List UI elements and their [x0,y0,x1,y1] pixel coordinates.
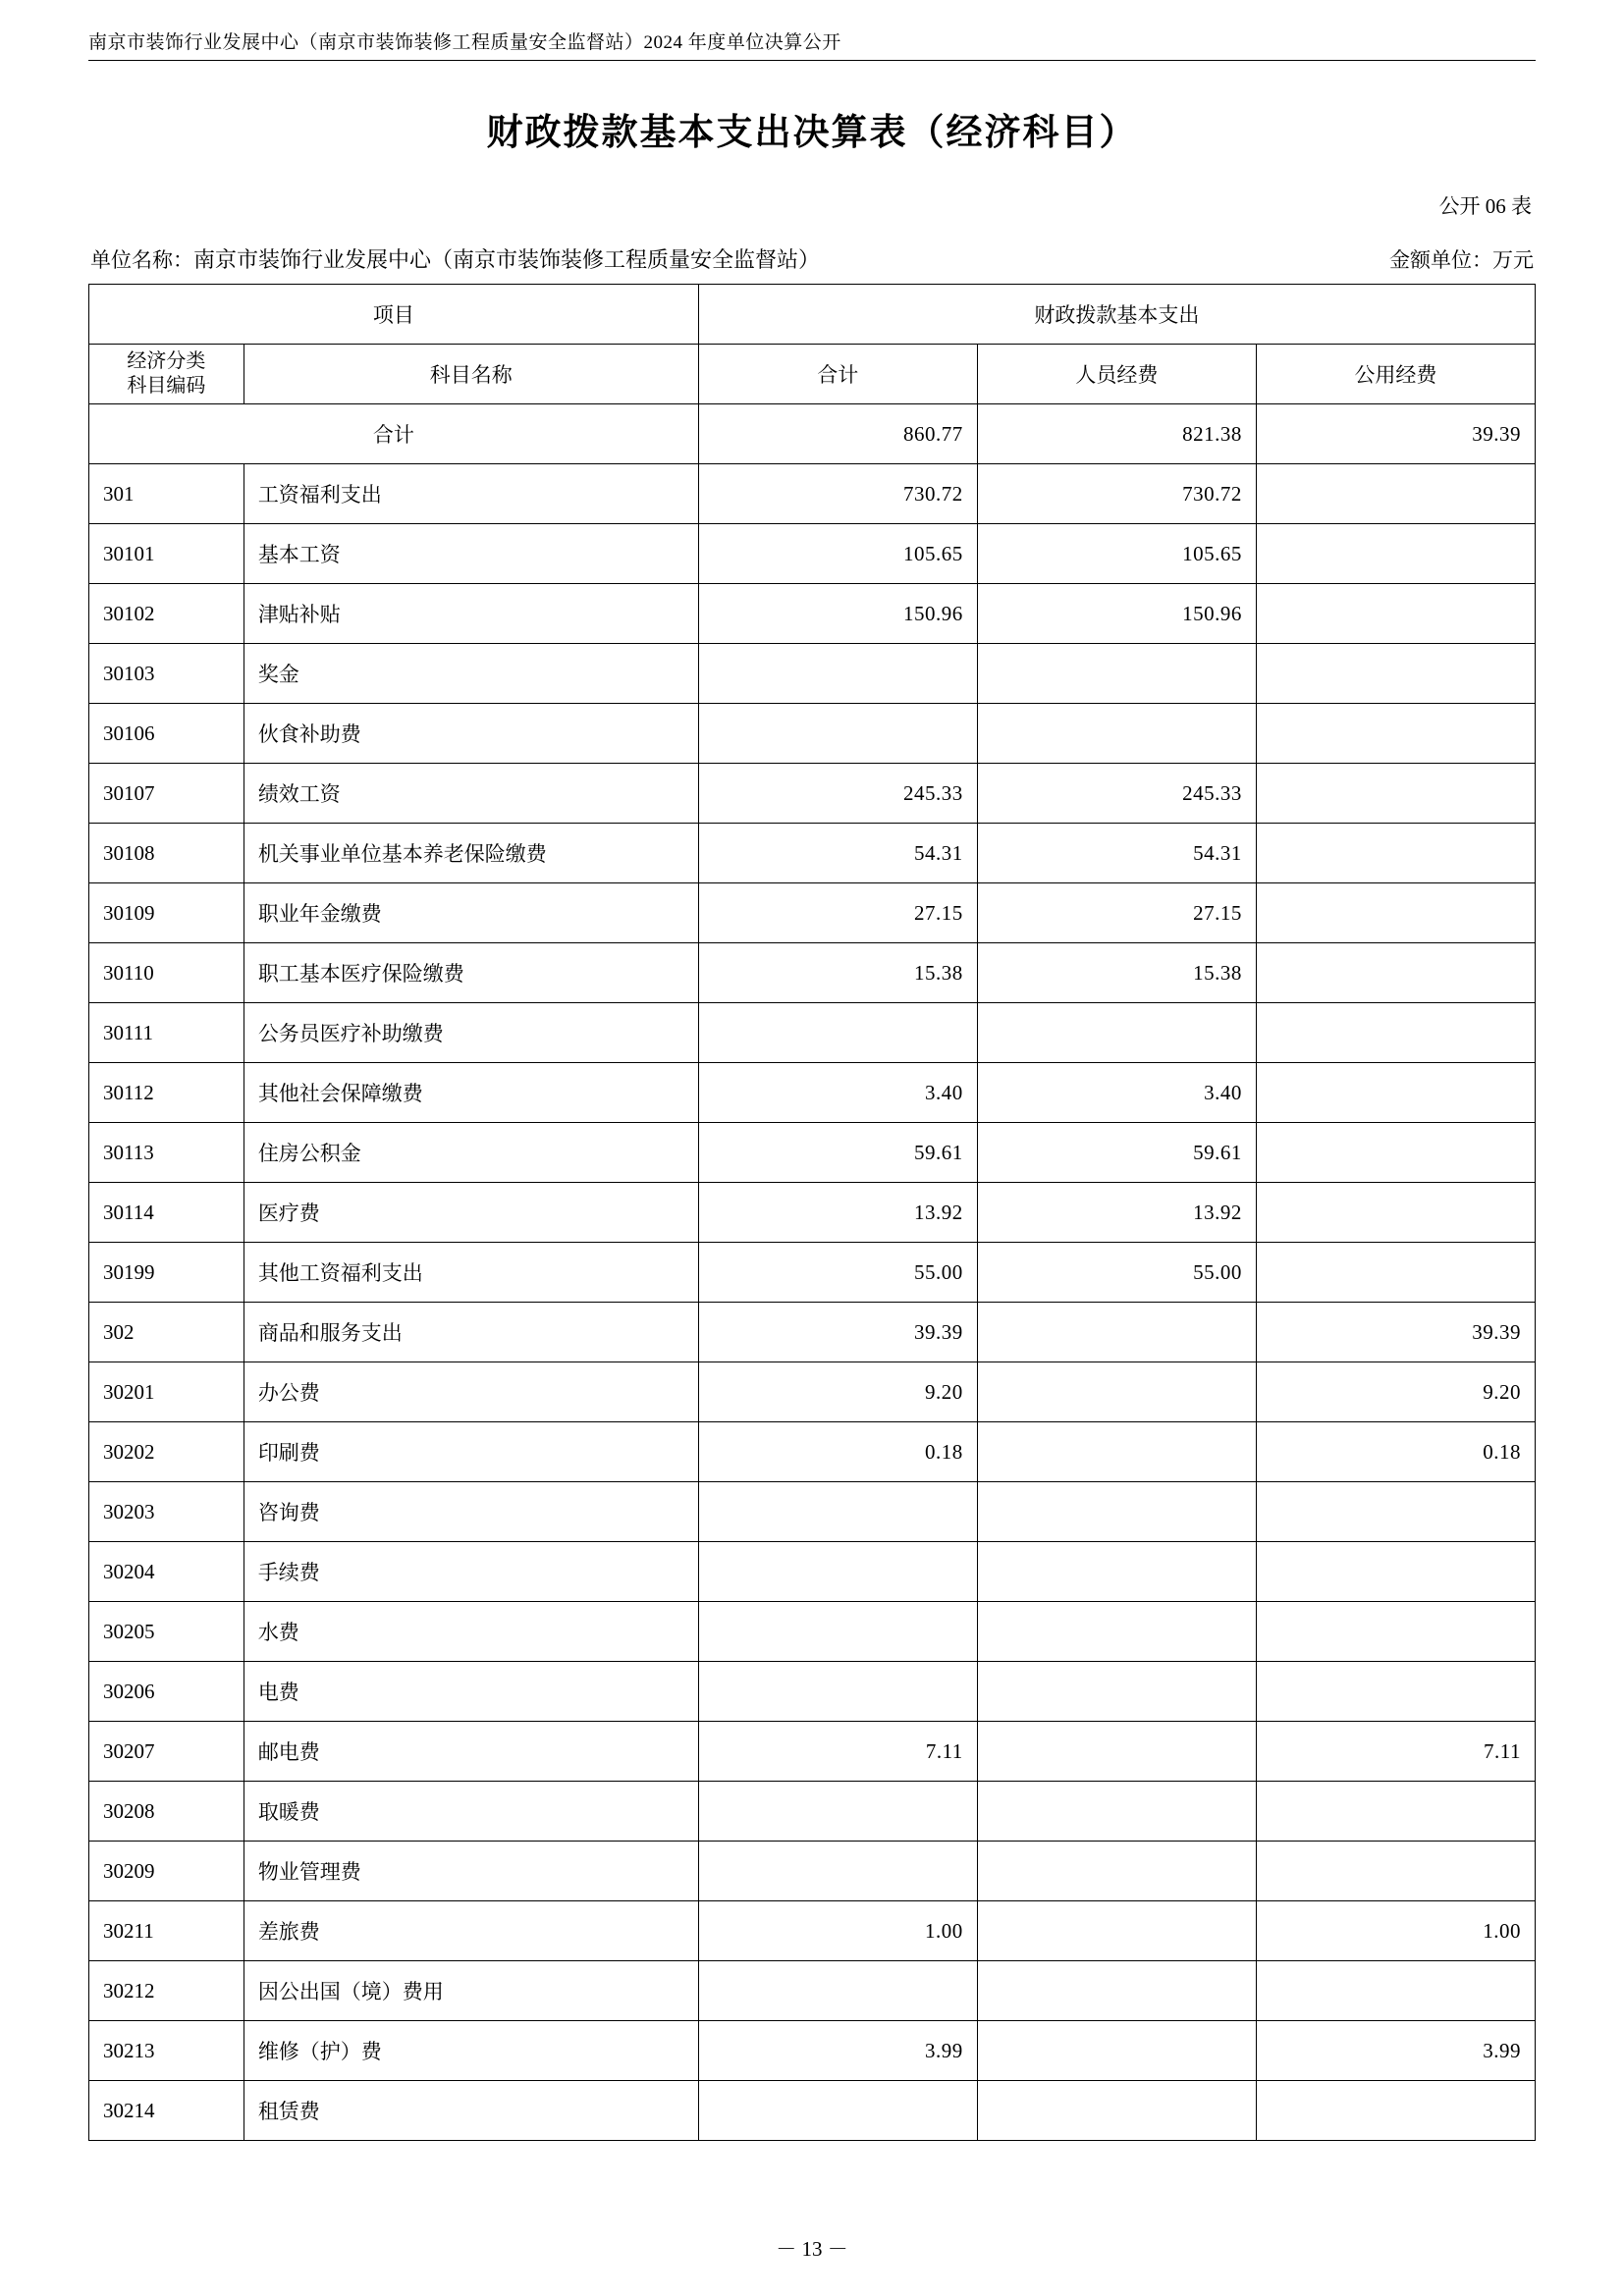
table-row [89,1901,1536,1961]
table-row [89,1303,1536,1362]
unit-name-block [90,243,820,274]
row-total [698,1542,977,1602]
table-row [89,1123,1536,1183]
meta-row [88,243,1536,284]
row-public: 7.11 [1256,1722,1535,1782]
row-personnel [977,644,1256,704]
row-label: 办公费 [244,1362,698,1422]
table-row [89,1722,1536,1782]
row-code: 30213 [89,2021,244,2081]
row-total: 7.11 [698,1722,977,1782]
row-label: 医疗费 [244,1183,698,1243]
row-public [1256,943,1535,1003]
sheet-number: 公开 06 表 [1438,194,1532,218]
row-code: 302 [89,1303,244,1362]
row-code: 30212 [89,1961,244,2021]
row-label: 津贴补贴 [244,584,698,644]
header-code-line2: 科目编码 [127,375,206,397]
row-public [1256,1063,1535,1123]
row-code: 30214 [89,2081,244,2141]
table-row [89,1243,1536,1303]
row-label: 水费 [244,1602,698,1662]
row-total: 55.00 [698,1243,977,1303]
row-code: 301 [89,464,244,524]
table-row [89,584,1536,644]
row-personnel: 59.61 [977,1123,1256,1183]
financial-table [88,284,1536,2141]
row-total: 105.65 [698,524,977,584]
row-code: 30109 [89,883,244,943]
row-public: 39.39 [1256,1303,1535,1362]
row-public [1256,1842,1535,1901]
unit-name-value: 南京市装饰行业发展中心（南京市装饰装修工程质量安全监督站） [193,247,821,272]
row-public [1256,464,1535,524]
row-personnel [977,1722,1256,1782]
table-row [89,1422,1536,1482]
row-personnel: 13.92 [977,1183,1256,1243]
row-total: 3.40 [698,1063,977,1123]
row-code: 30110 [89,943,244,1003]
row-total [698,1961,977,2021]
row-public [1256,1782,1535,1842]
row-personnel: 3.40 [977,1063,1256,1123]
row-personnel: 27.15 [977,883,1256,943]
row-code: 30204 [89,1542,244,1602]
table-row [89,1662,1536,1722]
table-row [89,2081,1536,2141]
row-label: 印刷费 [244,1422,698,1482]
row-code: 30101 [89,524,244,584]
running-head: 南京市装饰行业发展中心（南京市装饰装修工程质量安全监督站）2024 年度单位决算公开 [88,27,1536,61]
row-label: 绩效工资 [244,764,698,824]
row-label: 奖金 [244,644,698,704]
row-total: 9.20 [698,1362,977,1422]
row-public [1256,644,1535,704]
row-label: 手续费 [244,1542,698,1602]
row-personnel [977,2081,1256,2141]
row-public [1256,824,1535,883]
row-label: 差旅费 [244,1901,698,1961]
table-row [89,704,1536,764]
row-code: 30205 [89,1602,244,1662]
row-personnel [977,704,1256,764]
row-total: 59.61 [698,1123,977,1183]
row-label: 租赁费 [244,2081,698,2141]
row-total: 15.38 [698,943,977,1003]
row-public [1256,1183,1535,1243]
row-personnel [977,1782,1256,1842]
row-total [698,704,977,764]
header-subject-name: 科目名称 [244,345,698,404]
row-label: 机关事业单位基本养老保险缴费 [244,824,698,883]
row-code: 30108 [89,824,244,883]
row-personnel [977,1901,1256,1961]
row-total [698,1662,977,1722]
table-header-group-row [89,285,1536,345]
row-code: 30203 [89,1482,244,1542]
row-total: 3.99 [698,2021,977,2081]
table-row [89,1063,1536,1123]
row-personnel: 150.96 [977,584,1256,644]
row-personnel [977,1003,1256,1063]
amount-unit: 金额单位：万元 [1389,248,1534,272]
row-personnel [977,1303,1256,1362]
row-total [698,1782,977,1842]
row-label: 咨询费 [244,1482,698,1542]
row-personnel: 15.38 [977,943,1256,1003]
table-row [89,1602,1536,1662]
table-body [89,404,1536,2141]
row-code: 30106 [89,704,244,764]
row-label: 取暖费 [244,1782,698,1842]
row-label: 物业管理费 [244,1842,698,1901]
row-code: 30211 [89,1901,244,1961]
row-personnel: 55.00 [977,1243,1256,1303]
row-code: 30113 [89,1123,244,1183]
table-row [89,943,1536,1003]
row-public [1256,1482,1535,1542]
row-total [698,644,977,704]
header-personnel: 人员经费 [977,345,1256,404]
row-personnel [977,1662,1256,1722]
row-label: 其他社会保障缴费 [244,1063,698,1123]
row-public [1256,764,1535,824]
table-row [89,883,1536,943]
row-code: 30112 [89,1063,244,1123]
row-public [1256,1542,1535,1602]
row-total: 1.00 [698,1901,977,1961]
row-code: 30208 [89,1782,244,1842]
table-row [89,1482,1536,1542]
table-header-row [89,345,1536,404]
row-code: 30202 [89,1422,244,1482]
row-total: 39.39 [698,1303,977,1362]
table-row [89,464,1536,524]
table-row [89,824,1536,883]
row-personnel: 730.72 [977,464,1256,524]
row-personnel [977,1482,1256,1542]
header-code [89,345,244,404]
row-code: 30103 [89,644,244,704]
row-personnel [977,1602,1256,1662]
row-total: 150.96 [698,584,977,644]
row-public [1256,584,1535,644]
row-label: 工资福利支出 [244,464,698,524]
header-project: 项目 [89,285,699,345]
unit-name-label: 单位名称： [90,248,193,272]
row-label: 邮电费 [244,1722,698,1782]
row-public: 9.20 [1256,1362,1535,1422]
header-public: 公用经费 [1256,345,1535,404]
table-row [89,1003,1536,1063]
row-label: 住房公积金 [244,1123,698,1183]
row-total: 0.18 [698,1422,977,1482]
row-label: 因公出国（境）费用 [244,1961,698,2021]
table-row [89,1961,1536,2021]
row-total [698,1842,977,1901]
row-code: 30201 [89,1362,244,1422]
table-row [89,644,1536,704]
table-row [89,524,1536,584]
row-code: 30111 [89,1003,244,1063]
row-total: 13.92 [698,1183,977,1243]
row-label: 合计 [89,404,699,464]
row-public [1256,1243,1535,1303]
row-public [1256,883,1535,943]
table-row [89,1362,1536,1422]
row-personnel: 821.38 [977,404,1256,464]
row-label: 公务员医疗补助缴费 [244,1003,698,1063]
row-personnel [977,1422,1256,1482]
header-total: 合计 [698,345,977,404]
table-row [89,1842,1536,1901]
row-personnel [977,1542,1256,1602]
row-public [1256,1602,1535,1662]
row-total: 860.77 [698,404,977,464]
row-total [698,1003,977,1063]
table-row [89,404,1536,464]
header-expenditure: 财政拨款基本支出 [698,285,1535,345]
table-row [89,1183,1536,1243]
row-public: 39.39 [1256,404,1535,464]
row-label: 职业年金缴费 [244,883,698,943]
row-code: 30206 [89,1662,244,1722]
row-code: 30114 [89,1183,244,1243]
row-public [1256,524,1535,584]
row-code: 30102 [89,584,244,644]
row-label: 伙食补助费 [244,704,698,764]
row-total: 245.33 [698,764,977,824]
page-title: 财政拨款基本支出决算表（经济科目） [486,113,1138,153]
row-label: 职工基本医疗保险缴费 [244,943,698,1003]
row-total [698,2081,977,2141]
row-total: 730.72 [698,464,977,524]
page-number: － 13 － [776,2237,848,2261]
row-public [1256,1003,1535,1063]
header-code-line1: 经济分类 [127,350,206,372]
row-public [1256,1123,1535,1183]
row-public: 0.18 [1256,1422,1535,1482]
row-public: 1.00 [1256,1901,1535,1961]
row-code: 30107 [89,764,244,824]
row-total [698,1602,977,1662]
row-personnel [977,1961,1256,2021]
row-public [1256,2081,1535,2141]
table-row [89,1782,1536,1842]
row-label: 商品和服务支出 [244,1303,698,1362]
row-label: 基本工资 [244,524,698,584]
row-total [698,1482,977,1542]
row-label: 其他工资福利支出 [244,1243,698,1303]
row-total: 54.31 [698,824,977,883]
row-personnel [977,1842,1256,1901]
row-personnel: 54.31 [977,824,1256,883]
row-code: 30199 [89,1243,244,1303]
row-code: 30207 [89,1722,244,1782]
row-label: 电费 [244,1662,698,1722]
table-row [89,764,1536,824]
row-public [1256,704,1535,764]
table-row [89,1542,1536,1602]
row-public: 3.99 [1256,2021,1535,2081]
row-total: 27.15 [698,883,977,943]
row-label: 维修（护）费 [244,2021,698,2081]
table-row [89,2021,1536,2081]
row-code: 30209 [89,1842,244,1901]
row-public [1256,1961,1535,2021]
row-personnel [977,2021,1256,2081]
row-personnel [977,1362,1256,1422]
row-personnel: 245.33 [977,764,1256,824]
row-personnel: 105.65 [977,524,1256,584]
row-public [1256,1662,1535,1722]
